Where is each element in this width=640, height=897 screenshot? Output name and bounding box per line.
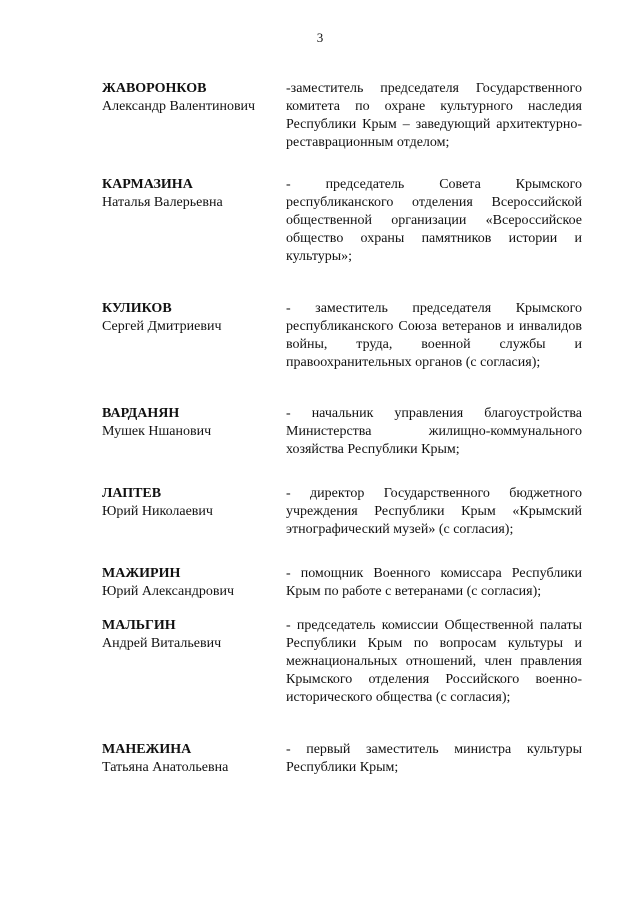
member-given-name: Татьяна Анатольевна [102, 760, 229, 775]
member-given-name: Андрей Витальевич [102, 636, 222, 651]
member-entry [102, 565, 584, 601]
member-name [102, 300, 286, 336]
member-role: -заместитель председателя Государственного комитета по охране культурного наследия Республики Крым – заведующий архитектурно-реставрационным отделом; [286, 81, 582, 150]
member-entry [102, 300, 584, 372]
member-role: - председатель комиссии Общественной палаты Республики Крым по вопросам культуры и межнациональных отношений, член правления Крымского отделения Российского военно-исторического общества (с согласия); [286, 618, 582, 705]
member-role: - помощник Военного комиссара Республики Крым по работе с ветеранами (с согласия); [286, 566, 582, 599]
member-role: - начальник управления благоустройства Министерства жилищно-коммунального хозяйства Республики Крым; [286, 406, 582, 457]
member-name [102, 565, 286, 601]
member-surname: МАЖИРИН [102, 566, 181, 581]
member-role: - председатель Совета Крымского республиканского отделения Всероссийской общественной организации «Всероссийское общество охраны памятников истории и культуры»; [286, 177, 582, 264]
member-name [102, 485, 286, 521]
member-role: - директор Государственного бюджетного учреждения Республики Крым «Крымский этнографический музей» (с согласия); [286, 486, 582, 537]
member-entry [102, 741, 584, 777]
member-given-name: Юрий Николаевич [102, 504, 213, 519]
member-surname: МАНЕЖИНА [102, 742, 192, 757]
member-given-name: Сергей Дмитриевич [102, 319, 222, 334]
member-surname: МАЛЬГИН [102, 618, 176, 633]
member-entry [102, 617, 584, 707]
member-role: - заместитель председателя Крымского республиканского Союза ветеранов и инвалидов войны, труда, военной службы и правоохранительных органов (с согласия); [286, 301, 582, 370]
member-name [102, 405, 286, 441]
member-entry [102, 176, 584, 266]
member-name [102, 176, 286, 212]
member-name [102, 741, 286, 777]
member-name [102, 617, 286, 653]
member-surname: ЖАВОРОНКОВ [102, 81, 207, 96]
member-surname: КУЛИКОВ [102, 301, 172, 316]
member-entry [102, 405, 584, 459]
member-surname: ВАРДАНЯН [102, 406, 180, 421]
member-given-name: Наталья Валерьевна [102, 195, 223, 210]
member-list [102, 80, 584, 777]
member-entry [102, 80, 584, 152]
member-surname: КАРМАЗИНА [102, 177, 193, 192]
member-given-name: Мушек Ншанович [102, 424, 212, 439]
member-role: - первый заместитель министра культуры Республики Крым; [286, 742, 582, 775]
member-surname: ЛАПТЕВ [102, 486, 162, 501]
page-number: 3 [316, 30, 324, 45]
member-entry [102, 485, 584, 539]
member-name [102, 80, 286, 116]
member-given-name: Александр Валентинович [102, 99, 256, 114]
member-given-name: Юрий Александрович [102, 584, 234, 599]
